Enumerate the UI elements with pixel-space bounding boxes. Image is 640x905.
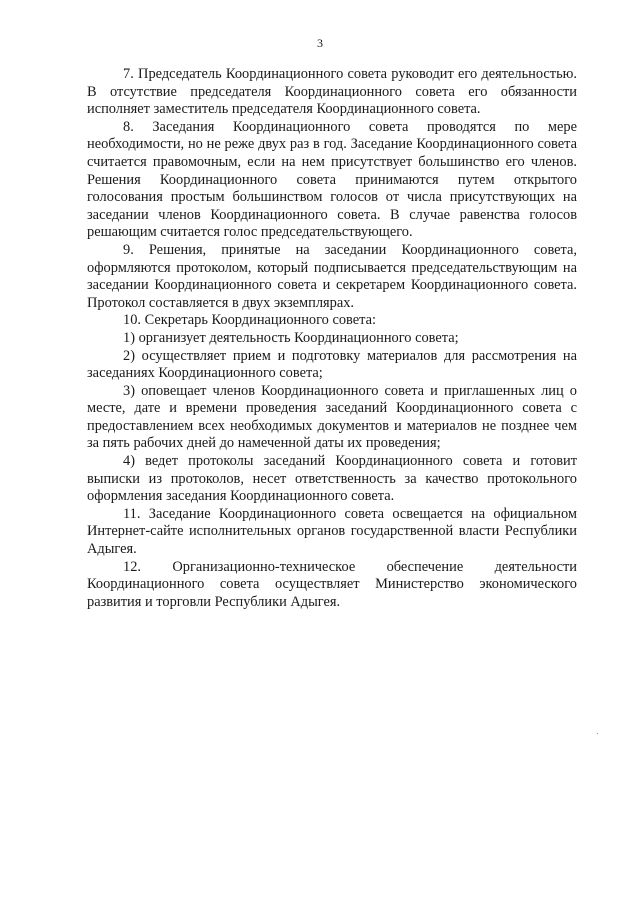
paragraph-10: 10. Секретарь Координационного совета: — [123, 312, 376, 329]
paragraph-10-item-1: 1) организует деятельность Координационного совета; — [123, 329, 459, 346]
paragraph-9: 9. Решения, принятые на заседании Координационного совета, оформляются протоколом, который подписывается председательствующим на заседании Координационного совета и секретарем Координационного совета. Протокол составляется в двух экземплярах. — [87, 241, 577, 311]
paragraph-11: 11. Заседание Координационного совета освещается на официальном Интернет-сайте исполнительных органов государственной власти Республики Адыгея. — [87, 505, 577, 558]
paragraph-10-item-3: 3) оповещает членов Координационного совета и приглашенных лиц о месте, дате и времени проведения заседаний Координационного совета с предоставлением всех необходимых документов и материалов не позднее чем за пять рабочих дней до намеченной даты их проведения; — [87, 382, 577, 452]
paragraph-8: 8. Заседания Координационного совета проводятся по мере необходимости, но не реже двух раз в год. Заседание Координационного совета считается правомочным, если на нем присутствует большинство его членов. Решения Координационного совета принимаются путем открытого голосования простым большинством голосов от числа присутствующих на заседании членов Координационного совета. В случае равенства голосов решающим считается голос председательствующего. — [87, 118, 577, 241]
page-number: 3 — [317, 36, 323, 50]
document-body — [87, 66, 577, 611]
paragraph-12: 12. Организационно-техническое обеспечение деятельности Координационного совета осуществляет Министерство экономического развития и торговли Республики Адыгея. — [87, 558, 577, 610]
scan-speck — [597, 733, 598, 734]
paragraph-10-item-4: 4) ведет протоколы заседаний Координационного совета и готовит выписки из протоколов, несет ответственность за качество протокольного оформления заседания Координационного совета. — [87, 453, 577, 505]
paragraph-10-item-2: 2) осуществляет прием и подготовку материалов для рассмотрения на заседаниях Координационного совета; — [87, 347, 577, 382]
paragraph-7: 7. Председатель Координационного совета руководит его деятельностью. В отсутствие председателя Координационного совета его обязанности исполняет заместитель председателя Координационного совета. — [87, 66, 577, 118]
